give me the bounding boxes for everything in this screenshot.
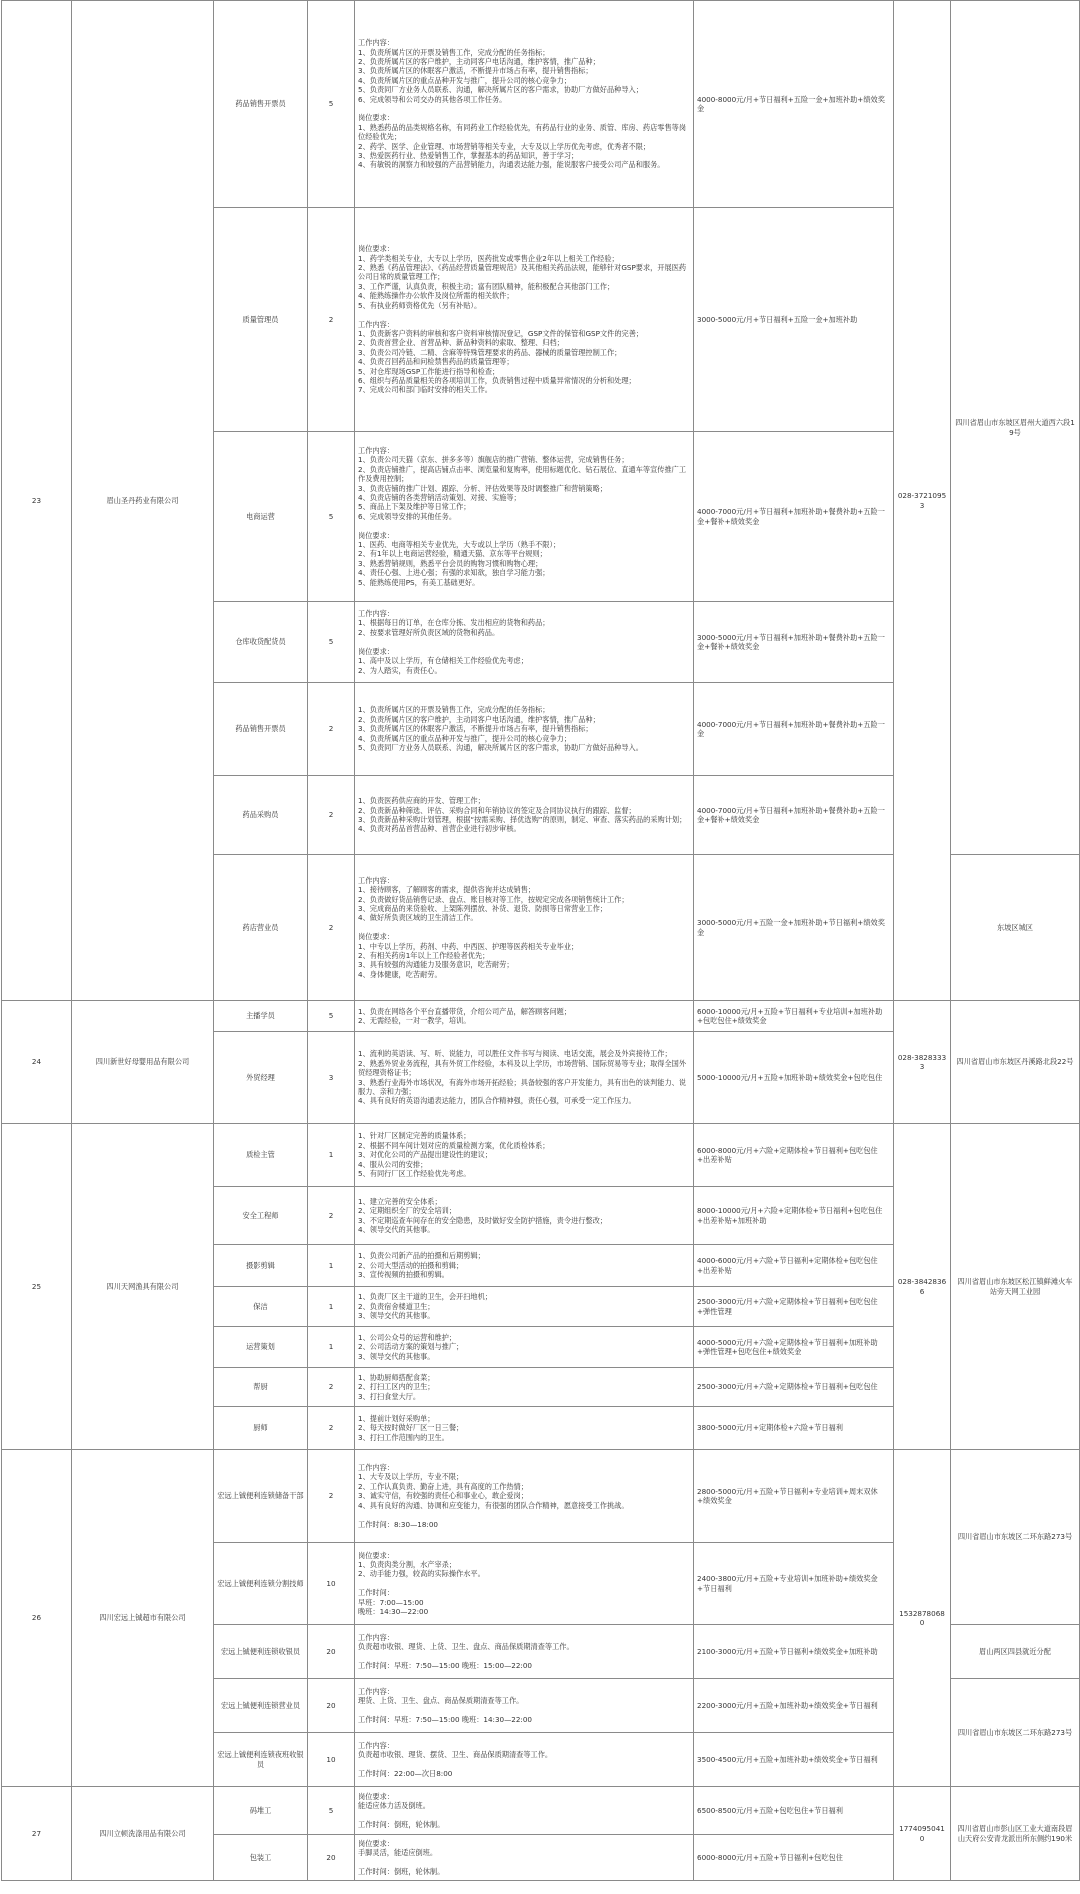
company-address: 四川省眉山市东坡区丹溪路北段22号 <box>951 1001 1080 1124</box>
job-salary: 6000-8000元/月+六险+定期体检+节日福利+包吃包住+出差补贴 <box>694 1124 894 1187</box>
job-salary: 2400-3800元/月+五险+专业培训+加班补助+绩效奖金+节日福利 <box>694 1543 894 1625</box>
job-position: 主播学员 <box>214 1001 308 1032</box>
job-description: 工作内容： 1、负责所属片区的开票及销售工作，完成分配的任务指标； 2、负责所属片区的客户维护，主动同客户电话沟通，维护客情，推广品种； 3、负责所属片区的休眠客户激活，不断提升市场占有率，提升销售指标； 4、负责所属片区的重点品种开发与推广，提升公司的核心竞争力； 5、负责同厂方业务人员联系、沟通，解决所属片区的客户需求，协助厂方做好品种导入； 6、完成领导和公司交办的其他各项工作任务。 岗位要求： 1、熟悉药品的品类规格名称，有同药业工作经验优先，有药品行业的业务、质管、库房、药店零售等岗位经验优先； 2、药学、医学、企业管理、市场营销等相关专业，大专及以上学历优先考虑，优秀者不限； 3、热爱医药行业、热爱销售工作，掌握基本的药品知识，善于学习； 4、有敏锐的洞察力和较强的产品营销能力，沟通表达能力强，能说服客户接受公司产品和服务。 <box>355 1 694 208</box>
company-number: 26 <box>2 1450 72 1787</box>
company-address: 四川省眉山市彭山区工业大道南段眉山天府公安青龙派出所东侧约190米 <box>951 1787 1080 1881</box>
job-description: 工作内容： 1、大专及以上学历，专业不限； 2、工作认真负责、勤奋上进，具有高度的工作热情； 3、诚实守信，有较强的责任心和事业心，敢企爱岗； 4、具有良好的沟通、协调和应变能力，有很强的团队合作精神，愿意接受工作挑战。 工作时间：8:30—18:00 <box>355 1450 694 1543</box>
job-count: 1 <box>308 1287 355 1327</box>
job-position: 安全工程师 <box>214 1187 308 1245</box>
job-salary: 6500-8500元/月+五险+包吃包住+节日福利 <box>694 1787 894 1835</box>
job-description: 1、负责公司新产品的拍摄和后期剪辑； 2、公司大型活动的拍摄和剪辑； 3、宣传视频的拍摄和剪辑。 <box>355 1245 694 1287</box>
job-description: 岗位要求： 1、药学类相关专业，大专以上学历，医药批发或零售企业2年以上相关工作经验； 2、熟悉《药品管理法》、《药品经营质量管理规范》及其他相关药品法规，能够针对GSP要求，开展医药公司日常的质量管理工作； 3、工作严谨，认真负责，积极主动；富有团队精神，能积极配合其他部门工作； 4、能熟练操作办公软件及岗位所需的相关软件； 5、有执业药师资格优先（另有补贴）。 工作内容： 1、负责新客户资料的审核和客户资料审核情况登记，GSP文件的保管和GSP文件的完善； 2、负责首营企业、首营品种、新品种资料的索取、整理、归档； 3、负责公司冷链、二精、含麻等特殊管理要求的药品、器械的质量管理控制工作； 4、负责召回药品和问检禁售药品的质量管理等； 5、对仓库现场GSP工作能进行指导和检查； 6、组织与药品质量相关的各项培训工作，负责销售过程中质量异常情况的分析和处理； 7、完成公司和部门临时安排的相关工作。 <box>355 208 694 432</box>
job-description: 1、建立完善的安全体系； 2、定期组织全厂的安全培训； 3、不定期巡查车间存在的安全隐患，及时做好安全防护措施，责令进行整改； 4、领导交代的其他事。 <box>355 1187 694 1245</box>
job-count: 2 <box>308 683 355 776</box>
job-description: 1、负责在网络各个平台直播带货，介绍公司产品，解答顾客问题； 2、无需经验，一对一教学，培训。 <box>355 1001 694 1032</box>
recruitment-table <box>1 0 1080 1881</box>
job-position: 药品销售开票员 <box>214 683 308 776</box>
company-address: 四川省眉山市东坡区二环东路273号 <box>951 1679 1080 1787</box>
job-count: 2 <box>308 776 355 855</box>
job-salary: 6000-10000元/月+五险+节日福利+专业培训+加班补助+包吃包住+绩效奖金 <box>694 1001 894 1032</box>
job-count: 3 <box>308 1032 355 1124</box>
company-number: 27 <box>2 1787 72 1881</box>
job-count: 2 <box>308 1368 355 1407</box>
job-salary: 3000-5000元/月+五险一金+加班补助+节日福利+绩效奖金 <box>694 855 894 1001</box>
job-count: 10 <box>308 1543 355 1625</box>
job-salary: 2500-3000元/月+六险+定期体检+节日福利+包吃包住 <box>694 1368 894 1407</box>
job-description: 1、负责厂区主干道的卫生，会开扫地机； 2、负责宿舍楼道卫生； 3、领导交代的其他事。 <box>355 1287 694 1327</box>
company-name: 眉山圣丹药业有限公司 <box>72 1 214 1001</box>
company-phone: 028-38428366 <box>894 1124 951 1450</box>
job-count: 5 <box>308 1787 355 1835</box>
job-count: 1 <box>308 1124 355 1187</box>
job-description: 1、协助厨师搭配食菜； 2、打扫工区内的卫生； 3、打扫食堂大厅。 <box>355 1368 694 1407</box>
job-position: 帮厨 <box>214 1368 308 1407</box>
job-count: 2 <box>308 855 355 1001</box>
job-count: 5 <box>308 432 355 602</box>
job-position: 电商运营 <box>214 432 308 602</box>
job-description: 岗位要求： 1、负责肉类分割，水产宰杀； 2、动手能力强，较高的实际操作水平。 工作时间： 早班：7:00—15:00 晚班：14:30—22:00 <box>355 1543 694 1625</box>
company-phone: 17740950410 <box>894 1787 951 1881</box>
company-phone: 028-38283333 <box>894 1001 951 1124</box>
job-position: 外贸经理 <box>214 1032 308 1124</box>
company-phone: 15328780680 <box>894 1450 951 1787</box>
company-phone: 028-37210953 <box>894 1 951 1001</box>
job-count: 2 <box>308 208 355 432</box>
job-position: 码堆工 <box>214 1787 308 1835</box>
table-row <box>2 1 1080 208</box>
table-row <box>2 1787 1080 1835</box>
company-number: 25 <box>2 1124 72 1450</box>
job-description: 1、公司公众号的运营和维护； 2、公司活动方案的策划与推广； 3、领导交代的其他事。 <box>355 1327 694 1368</box>
job-salary: 2800-5000元/月+五险+节日福利+专业培训+周末双休+绩效奖金 <box>694 1450 894 1543</box>
job-count: 5 <box>308 1001 355 1032</box>
job-description: 工作内容： 理货、上货、卫生、盘点、商品保质期清查等工作。 工作时间：早班：7:50—15:00 晚班：14:30—22:00 <box>355 1679 694 1733</box>
table-row <box>2 1001 1080 1032</box>
job-description: 1、负责医药供应商的开发、管理工作； 2、负责新品种筛选、评估、采购合同和年销协议的签定及合同协议执行的跟踪、监督； 3、负责新品种采购计划管理，根据“按需采购、择优选购”的原则，制定、审查、落实药品的采购计划； 4、负责对药品首营品种、首营企业进行初步审核。 <box>355 776 694 855</box>
job-salary: 4000-6000元/月+六险+节日福利+定期体检+包吃包住+出差补贴 <box>694 1245 894 1287</box>
job-position: 仓库收货配货员 <box>214 602 308 683</box>
job-position: 保洁 <box>214 1287 308 1327</box>
job-salary: 4000-7000元/月+节日福利+加班补助+餐费补助+五险一金 <box>694 683 894 776</box>
job-description: 工作内容： 1、接待顾客，了解顾客的需求，提供咨询并达成销售； 2、负责做好货品销售记录、盘点、账目核对等工作，按规定完成各项销售统计工作； 3、完成商品的来货验收、上架陈列摆放、补货、退货、防损等日常营业工作； 4、做好所负责区域的卫生清洁工作。 岗位要求： 1、中专以上学历，药剂、中药、中西医、护理等医药相关专业毕业； 2、有相关药房1年以上工作经验者优先； 3、具有较强的沟通能力及服务意识，吃苦耐劳； 4、身体健康，吃苦耐劳。 <box>355 855 694 1001</box>
table-row <box>2 1124 1080 1187</box>
job-description: 岗位要求： 手脚灵活，能适应倒班。 工作时间：倒班，轮休制。 <box>355 1835 694 1881</box>
job-description: 1、流利的英语读、写、听、说能力，可以胜任文件书写与阅读、电话交流，展会及外宾接待工作； 2、熟悉外贸业务流程，具有外贸工作经验，本科及以上学历，市场营销、国际贸易等专业；取得全国外贸经理资格证书； 3、熟悉行业海外市场状况，有海外市场开拓经验；具备较强的客户开发能力，具有出色的谈判能力、说服力、亲和力强； 4、具有良好的英语沟通表达能力，团队合作精神强，责任心强，可承受一定工作压力。 <box>355 1032 694 1124</box>
job-position: 药店营业员 <box>214 855 308 1001</box>
job-count: 20 <box>308 1679 355 1733</box>
job-salary: 4000-7000元/月+节日福利+加班补助+餐费补助+五险一金+餐补+绩效奖金 <box>694 776 894 855</box>
job-salary: 4000-5000元/月+六险+定期体检+节日福利+加班补助+弹性管理+包吃包住+绩效奖金 <box>694 1327 894 1368</box>
job-count: 5 <box>308 1 355 208</box>
job-salary: 8000-10000元/月+六险+定期体检+节日福利+包吃包住+出差补贴+加班补助 <box>694 1187 894 1245</box>
job-position: 包装工 <box>214 1835 308 1881</box>
company-address: 东坡区城区 <box>951 855 1080 1001</box>
job-salary: 5000-10000元/月+五险+加班补助+绩效奖金+包吃包住 <box>694 1032 894 1124</box>
job-description: 工作内容： 1、负责公司天猫（京东、拼多多等）旗舰店的推广营销、整体运营，完成销售任务； 2、负责店铺推广，提高店铺点击率、浏览量和复购率，使用标题优化、钻石展位、直通车等宣传推广工作及费用控制； 3、负责店铺的推广计划、跟踪、分析、评估效果等及时调整推广和营销策略； 4、负责店铺的各类营销活动策划、对接、实施等； 5、商品上下架及维护等日常工作； 6、完成领导安排的其他任务。 岗位要求： 1、医药、电商等相关专业优先，大专或以上学历（熟手不限）； 2、有1年以上电商运营经验，精通天猫、京东等平台规则； 3、熟悉营销规则，熟悉平台会员的购物习惯和购物心理； 4、责任心强、上进心强；有强的求知欲，独自学习能力强； 5、能熟练使用PS，有美工基础更好。 <box>355 432 694 602</box>
job-position: 宏远上铖便利连锁收银员 <box>214 1625 308 1679</box>
job-count: 2 <box>308 1407 355 1450</box>
company-address: 眉山两区四县就近分配 <box>951 1625 1080 1679</box>
job-position: 宏远上铖便利连锁储备干部 <box>214 1450 308 1543</box>
job-salary: 2500-3000元/月+六险+定期体检+节日福利+包吃包住+弹性管理 <box>694 1287 894 1327</box>
job-position: 运营策划 <box>214 1327 308 1368</box>
company-number: 24 <box>2 1001 72 1124</box>
job-position: 药品销售开票员 <box>214 1 308 208</box>
job-description: 工作内容： 负责超市收银、理货、上货、卫生、盘点、商品保质期清查等工作。 工作时间：早班：7:50—15:00 晚班：15:00—22:00 <box>355 1625 694 1679</box>
company-name: 四川宏远上铖超市有限公司 <box>72 1450 214 1787</box>
job-salary: 3800-5000元/月+定期体检+六险+节日福利 <box>694 1407 894 1450</box>
company-number: 23 <box>2 1 72 1001</box>
job-count: 10 <box>308 1733 355 1787</box>
job-count: 1 <box>308 1245 355 1287</box>
company-name: 四川立顿洗涤用品有限公司 <box>72 1787 214 1881</box>
company-name: 四川天网渔具有限公司 <box>72 1124 214 1450</box>
job-position: 摄影剪辑 <box>214 1245 308 1287</box>
job-description: 岗位要求： 能适应体力活及倒班。 工作时间：倒班，轮休制。 <box>355 1787 694 1835</box>
job-count: 1 <box>308 1327 355 1368</box>
job-count: 2 <box>308 1187 355 1245</box>
job-salary: 3500-4500元/月+五险+加班补助+绩效奖金+节日福利 <box>694 1733 894 1787</box>
job-salary: 3000-5000元/月+节日福利+五险一金+加班补助 <box>694 208 894 432</box>
job-salary: 4000-7000元/月+节日福利+加班补助+餐费补助+五险一金+餐补+绩效奖金 <box>694 432 894 602</box>
table-row <box>2 1450 1080 1543</box>
job-position: 宏远上铖便利连锁分割技师 <box>214 1543 308 1625</box>
job-position: 厨师 <box>214 1407 308 1450</box>
job-salary: 2100-3000元/月+五险+节日福利+绩效奖金+加班补助 <box>694 1625 894 1679</box>
job-salary: 3000-5000元/月+节日福利+加班补助+餐费补助+五险一金+餐补+绩效奖金 <box>694 602 894 683</box>
job-description: 1、针对厂区制定完善的质量体系； 2、根据不同车间计划对应的质量检测方案，优化质检体系； 3、对优化公司的产品提出建设性的建议； 4、服从公司的安排； 5、有同行厂区工作经验优先考虑。 <box>355 1124 694 1187</box>
company-address: 四川省眉山市东坡区二环东路273号 <box>951 1450 1080 1625</box>
job-salary: 6000-8000元/月+五险+节日福利+包吃包住 <box>694 1835 894 1881</box>
job-count: 20 <box>308 1625 355 1679</box>
job-description: 1、负责所属片区的开票及销售工作，完成分配的任务指标； 2、负责所属片区的客户维护，主动同客户电话沟通，维护客情，推广品种； 3、负责所属片区的休眠客户激活，不断提升市场占有率，提升销售指标； 4、负责所属片区的重点品种开发与推广，提升公司的核心竞争力； 5、负责同厂方业务人员联系、沟通，解决所属片区的客户需求，协助厂方做好品种导入。 <box>355 683 694 776</box>
job-position: 宏远上铖便利连锁营业员 <box>214 1679 308 1733</box>
company-address: 四川省眉山市东坡区松江镇鲜滩火车站旁天网工业园 <box>951 1124 1080 1450</box>
job-description: 1、提前计划好采购单； 2、每天按时做好厂区一日三餐； 3、打扫工作范围内的卫生。 <box>355 1407 694 1450</box>
job-position: 质量管理员 <box>214 208 308 432</box>
job-count: 20 <box>308 1835 355 1881</box>
job-position: 宏远上铖便利连锁夜班收银员 <box>214 1733 308 1787</box>
job-position: 质检主管 <box>214 1124 308 1187</box>
company-address: 四川省眉山市东坡区眉州大道西六段19号 <box>951 1 1080 855</box>
job-salary: 4000-8000元/月+节日福利+五险一金+加班补助+绩效奖金 <box>694 1 894 208</box>
job-description: 工作内容： 1、根据每日的订单，在仓库分拣、发出相应的货物和药品； 2、按要求管理好所负责区域的货物和药品。 岗位要求： 1、高中及以上学历，有仓储相关工作经验优先考虑； 2、为人踏实，有责任心。 <box>355 602 694 683</box>
job-description: 工作内容： 负责超市收银、理货、摆货、卫生、商品保质期清查等工作。 工作时间：22:00—次日8:00 <box>355 1733 694 1787</box>
job-count: 5 <box>308 602 355 683</box>
job-salary: 2200-3000元/月+五险+加班补助+绩效奖金+节日福利 <box>694 1679 894 1733</box>
job-position: 药品采购员 <box>214 776 308 855</box>
company-name: 四川新世好母婴用品有限公司 <box>72 1001 214 1124</box>
job-count: 2 <box>308 1450 355 1543</box>
